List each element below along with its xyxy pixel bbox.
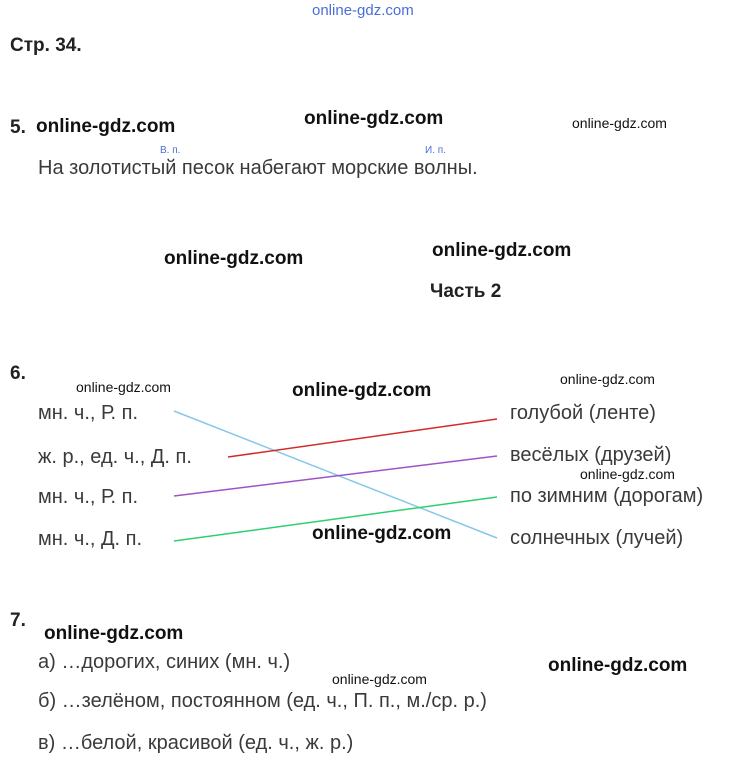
watermark: online-gdz.com <box>548 655 688 676</box>
connection-line <box>228 419 497 457</box>
connection-line <box>174 456 497 496</box>
page-number-heading: Стр. 34. <box>10 35 82 56</box>
right-item: весёлых (друзей) <box>510 444 672 466</box>
case-label-nominative: И. п. <box>425 145 446 156</box>
watermark: online-gdz.com <box>572 115 667 131</box>
right-item: голубой (ленте) <box>510 402 656 424</box>
task-7-item: а) …дорогих, синих (мн. ч.) <box>38 651 291 673</box>
right-item: солнечных (лучей) <box>510 527 684 549</box>
task-5-sentence: На золотистый песок набегают морские волны. <box>38 157 478 179</box>
watermark: online-gdz.com <box>76 379 171 395</box>
task-7-item: б) …зелёном, постоянном (ед. ч., П. п., м./ср. р.) <box>38 690 487 712</box>
watermark: online-gdz.com <box>304 108 444 129</box>
task-5-number: 5. <box>10 117 26 138</box>
left-item: мн. ч., Д. п. <box>38 528 143 550</box>
watermark: online-gdz.com <box>292 380 432 401</box>
top-watermark: online-gdz.com <box>312 2 414 19</box>
watermark: online-gdz.com <box>560 371 655 387</box>
watermark: online-gdz.com <box>44 623 184 644</box>
watermark: online-gdz.com <box>36 116 176 137</box>
left-item: ж. р., ед. ч., Д. п. <box>38 446 192 468</box>
watermark: online-gdz.com <box>580 466 675 482</box>
watermark: online-gdz.com <box>164 248 304 269</box>
left-item: мн. ч., Р. п. <box>38 486 139 508</box>
task-6-number: 6. <box>10 363 26 384</box>
watermark: online-gdz.com <box>432 240 572 261</box>
left-item: мн. ч., Р. п. <box>38 402 139 424</box>
case-label-accusative: В. п. <box>160 145 181 156</box>
task-7-number: 7. <box>10 610 26 631</box>
watermark: online-gdz.com <box>332 671 427 687</box>
watermark: online-gdz.com <box>312 523 452 544</box>
task-7-item: в) …белой, красивой (ед. ч., ж. р.) <box>38 732 354 754</box>
right-item: по зимним (дорогам) <box>510 485 704 507</box>
part-heading: Часть 2 <box>430 281 502 302</box>
